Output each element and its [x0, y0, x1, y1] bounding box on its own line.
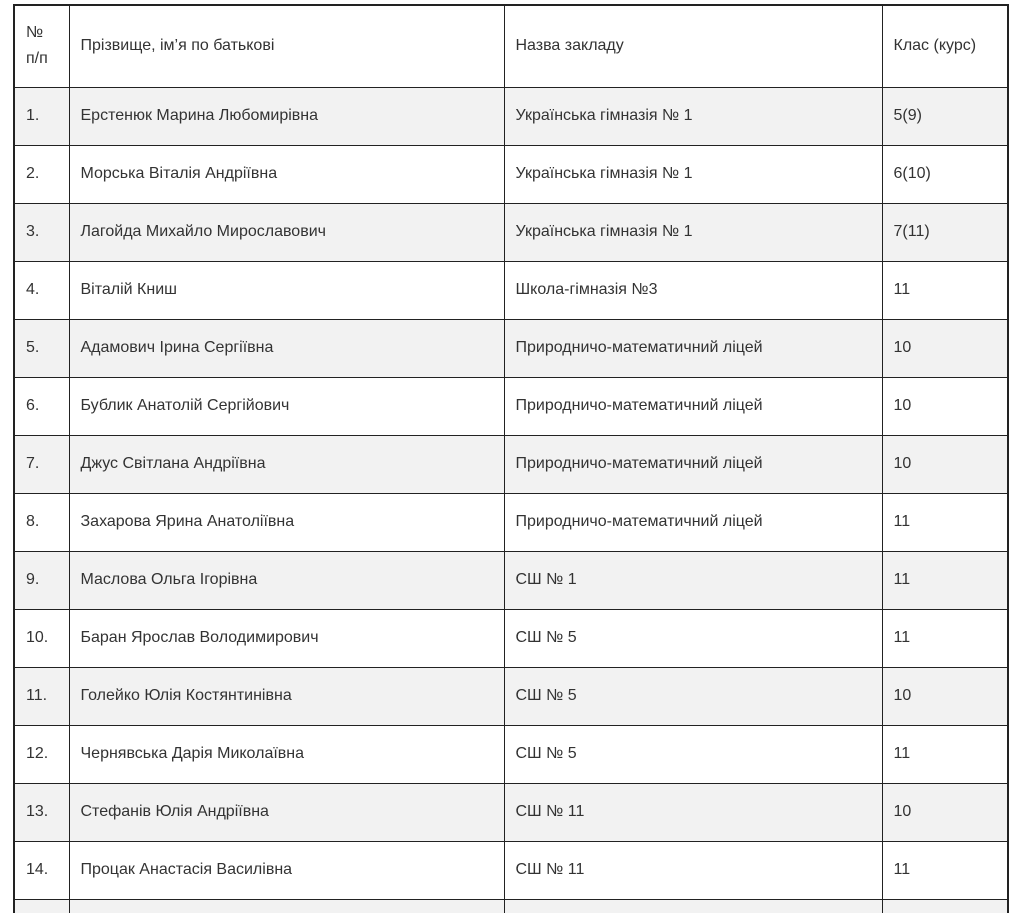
cell-name: Адамович Ірина Сергіївна	[69, 319, 504, 377]
cell-name: Маслова Ольга Ігорівна	[69, 551, 504, 609]
header-number-line2: п/п	[26, 50, 48, 68]
table-header-row	[14, 5, 1008, 87]
table-row	[14, 667, 1008, 725]
cell-name: Віталій Книш	[69, 261, 504, 319]
cell-grade: 11	[882, 551, 1008, 609]
cell-number: 7.	[14, 435, 69, 493]
cell-grade: 11	[882, 725, 1008, 783]
cell-name: Лагойда Михайло Мирославович	[69, 203, 504, 261]
cell-school: Українська гімназія № 1	[504, 203, 882, 261]
cell-number: 1.	[14, 87, 69, 145]
cell-grade: 10	[882, 319, 1008, 377]
cell-number: 12.	[14, 725, 69, 783]
cell-number: 9.	[14, 551, 69, 609]
table-row-partial	[14, 899, 1008, 913]
cell-name: Голейко Юлія Костянтинівна	[69, 667, 504, 725]
cell-name: Захарова Ярина Анатоліївна	[69, 493, 504, 551]
table-row	[14, 841, 1008, 899]
cell-name: Баран Ярослав Володимирович	[69, 609, 504, 667]
header-number	[14, 5, 69, 87]
cell-school: СШ № 5	[504, 725, 882, 783]
cell-grade: 11	[882, 841, 1008, 899]
header-number-line1: №	[26, 24, 44, 42]
cell-grade: 10	[882, 435, 1008, 493]
table-body	[14, 87, 1008, 913]
table-row	[14, 319, 1008, 377]
cell-school: Природничо-математичний ліцей	[504, 435, 882, 493]
cell-number: 6.	[14, 377, 69, 435]
cell-empty	[504, 899, 882, 913]
cell-grade: 10	[882, 377, 1008, 435]
table-row	[14, 87, 1008, 145]
cell-empty	[14, 899, 69, 913]
cell-school: СШ № 5	[504, 667, 882, 725]
cell-number: 3.	[14, 203, 69, 261]
cell-grade: 6(10)	[882, 145, 1008, 203]
cell-grade: 11	[882, 493, 1008, 551]
cell-number: 10.	[14, 609, 69, 667]
cell-grade: 11	[882, 609, 1008, 667]
cell-school: Природничо-математичний ліцей	[504, 377, 882, 435]
cell-school: Українська гімназія № 1	[504, 145, 882, 203]
cell-grade: 11	[882, 261, 1008, 319]
table-row	[14, 145, 1008, 203]
cell-school: Школа-гімназія №3	[504, 261, 882, 319]
header-school: Назва закладу	[504, 5, 882, 87]
cell-school: СШ № 5	[504, 609, 882, 667]
cell-grade: 5(9)	[882, 87, 1008, 145]
cell-name: Джус Світлана Андріївна	[69, 435, 504, 493]
cell-name: Стефанів Юлія Андріївна	[69, 783, 504, 841]
header-name: Прізвище, ім’я по батькові	[69, 5, 504, 87]
cell-school: СШ № 1	[504, 551, 882, 609]
table-row	[14, 609, 1008, 667]
cell-number: 8.	[14, 493, 69, 551]
cell-name: Чернявська Дарія Миколаївна	[69, 725, 504, 783]
cell-number: 14.	[14, 841, 69, 899]
winners-table	[13, 4, 1009, 913]
table-row	[14, 783, 1008, 841]
cell-school: Природничо-математичний ліцей	[504, 493, 882, 551]
cell-school: СШ № 11	[504, 841, 882, 899]
cell-school: Українська гімназія № 1	[504, 87, 882, 145]
table-row	[14, 493, 1008, 551]
table-row	[14, 261, 1008, 319]
header-grade: Клас (курс)	[882, 5, 1008, 87]
cell-grade: 7(11)	[882, 203, 1008, 261]
cell-name: Процак Анастасія Василівна	[69, 841, 504, 899]
table-row	[14, 725, 1008, 783]
table-row	[14, 203, 1008, 261]
cell-number: 13.	[14, 783, 69, 841]
cell-empty	[882, 899, 1008, 913]
cell-name: Морська Віталія Андріївна	[69, 145, 504, 203]
table-row	[14, 435, 1008, 493]
cell-number: 2.	[14, 145, 69, 203]
table-row	[14, 377, 1008, 435]
cell-grade: 10	[882, 783, 1008, 841]
table-row	[14, 551, 1008, 609]
cell-grade: 10	[882, 667, 1008, 725]
cell-empty	[69, 899, 504, 913]
cell-name: Ерстенюк Марина Любомирівна	[69, 87, 504, 145]
cell-number: 5.	[14, 319, 69, 377]
cell-school: СШ № 11	[504, 783, 882, 841]
cell-name: Бублик Анатолій Сергійович	[69, 377, 504, 435]
cell-number: 4.	[14, 261, 69, 319]
cell-number: 11.	[14, 667, 69, 725]
cell-school: Природничо-математичний ліцей	[504, 319, 882, 377]
